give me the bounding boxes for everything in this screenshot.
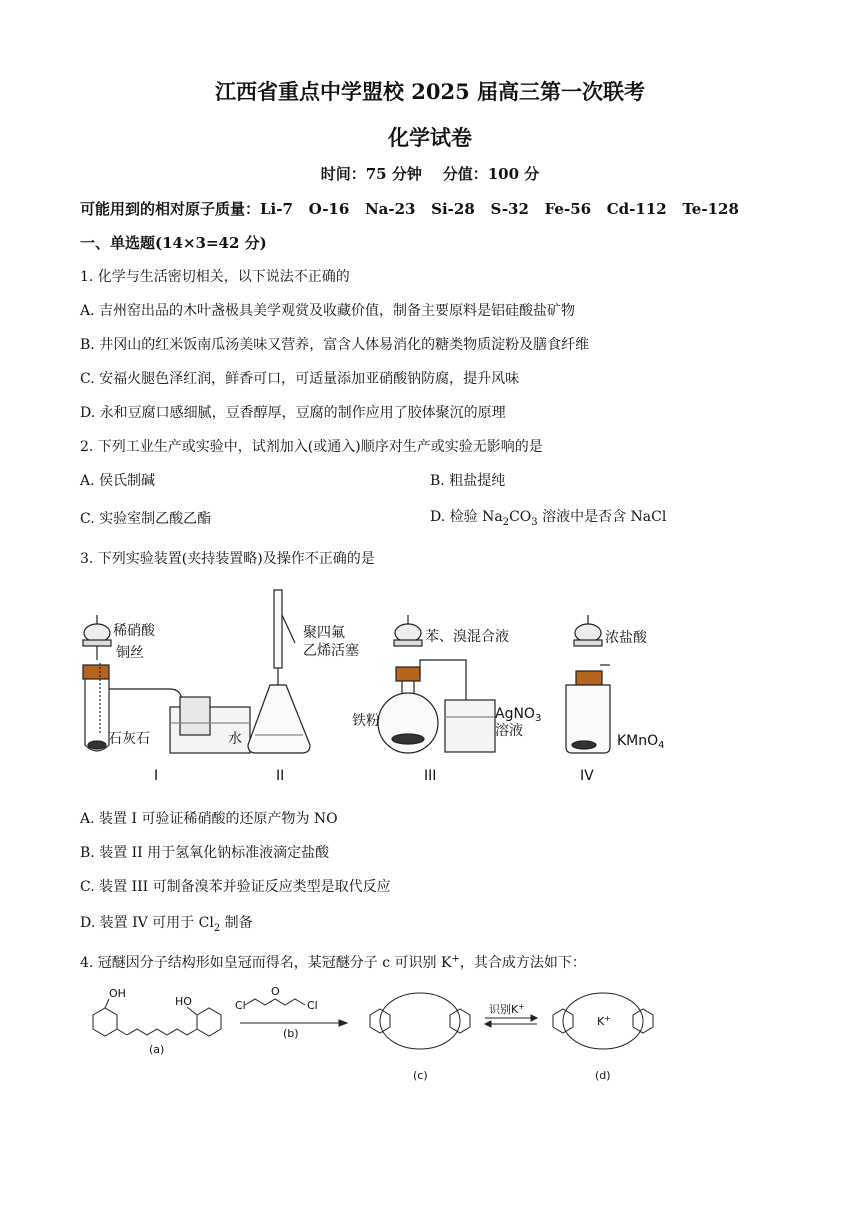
q1-option-d: D. 永和豆腐口感细腻，豆香醇厚，豆腐的制作应用了胶体聚沉的原理 (80, 405, 506, 421)
q3-stem: 3. 下列实验装置(夹持装置略)及操作不正确的是 (80, 551, 375, 567)
label-conc-hcl: 浓盐酸 (605, 630, 647, 646)
apparatus-2 (248, 590, 310, 753)
atomic-masses: 可能用到的相对原子质量：Li-7 O-16 Na-23 Si-28 S-32 Fe-56 Cd-112 Te-128 (80, 200, 739, 218)
label-water: 水 (228, 731, 242, 747)
label-apparatus-2: II (276, 768, 285, 784)
exam-title: 江西省重点中学盟校 2025 届高三第一次联考 (214, 79, 646, 104)
label-limestone: 石灰石 (108, 731, 150, 747)
equilibrium-arrows (485, 1015, 537, 1027)
apparatus-4 (566, 615, 610, 753)
section-title: 一、单选题(14×3=42 分) (80, 234, 267, 252)
label-cl-1: Cl (235, 999, 246, 1012)
label-ptfe-1: 聚四氟 (303, 625, 345, 641)
label-dilute-nitric: 稀硝酸 (113, 623, 155, 639)
label-a: (a) (149, 1043, 165, 1056)
label-cl-2: Cl (307, 999, 318, 1012)
q2-option-a: A. 侯氏制碱 (80, 473, 156, 489)
q3-option-d: D. 装置 IV 可用于 $Cl_2$ 制备 (80, 915, 253, 934)
reaction-arrow (240, 999, 347, 1026)
molecule-a (93, 999, 221, 1036)
label-oh-1: OH (109, 987, 126, 1000)
q2-option-b: B. 粗盐提纯 (430, 473, 506, 489)
label-agno3: AgNO$_3$ (495, 706, 542, 724)
q3-apparatus-figure (70, 585, 790, 785)
label-apparatus-1: I (154, 768, 159, 784)
label-b: (b) (283, 1027, 299, 1040)
label-iron-powder: 铁粉 (352, 713, 380, 729)
q4-stem: 4. 冠醚因分子结构形如皇冠而得名，某冠醚分子 c 可识别 K+，其合成方法如下： (80, 953, 586, 971)
label-benzene-bromine: 苯、溴混合液 (425, 629, 509, 645)
q1-option-b: B. 井冈山的红米饭南瓜汤美味又营养，富含人体易消化的糖类物质淀粉及膳食纤维 (80, 337, 590, 353)
time-score: 时间：75 分钟 分值：100 分 (320, 165, 540, 183)
q2-stem: 2. 下列工业生产或实验中，试剂加入(或通入)顺序对生产或实验无影响的是 (80, 439, 543, 455)
label-k-ion: K+ (597, 1014, 611, 1028)
molecule-c (370, 993, 470, 1049)
q3-option-a: A. 装置 I 可验证稀硝酸的还原产物为 NO (80, 811, 338, 827)
label-c: (c) (413, 1069, 428, 1082)
label-o: O (271, 985, 280, 998)
q3-option-c: C. 装置 III 可制备溴苯并验证反应类型是取代反应 (80, 879, 391, 895)
q3-option-b: B. 装置 II 用于氢氧化钠标准液滴定盐酸 (80, 845, 330, 861)
label-apparatus-4: IV (580, 768, 594, 784)
label-ho: HO (175, 995, 192, 1008)
q1-stem: 1. 化学与生活密切相关，以下说法不正确的 (80, 269, 350, 285)
label-ptfe-2: 乙烯活塞 (303, 643, 359, 659)
label-solution: 溶液 (495, 723, 523, 739)
label-kmno4: KMnO$_4$ (617, 733, 665, 751)
q4-synthesis-scheme (75, 985, 795, 1085)
q1-option-c: C. 安福火腿色泽红润，鲜香可口，可适量添加亚硝酸钠防腐，提升风味 (80, 371, 520, 387)
exam-subtitle: 化学试卷 (388, 125, 472, 150)
label-recognize-k: 识别K+ (489, 1002, 525, 1016)
label-copper-wire: 铜丝 (116, 645, 144, 661)
q2-option-c: C. 实验室制乙酸乙酯 (80, 511, 212, 527)
q2-option-d: D. 检验 $Na_2CO_3$ 溶液中是否含 NaCl (430, 509, 667, 528)
label-apparatus-3: III (424, 768, 437, 784)
q1-option-a: A. 吉州窑出品的木叶盏极具美学观赏及收藏价值，制备主要原料是铝硅酸盐矿物 (80, 303, 576, 319)
label-d: (d) (595, 1069, 611, 1082)
